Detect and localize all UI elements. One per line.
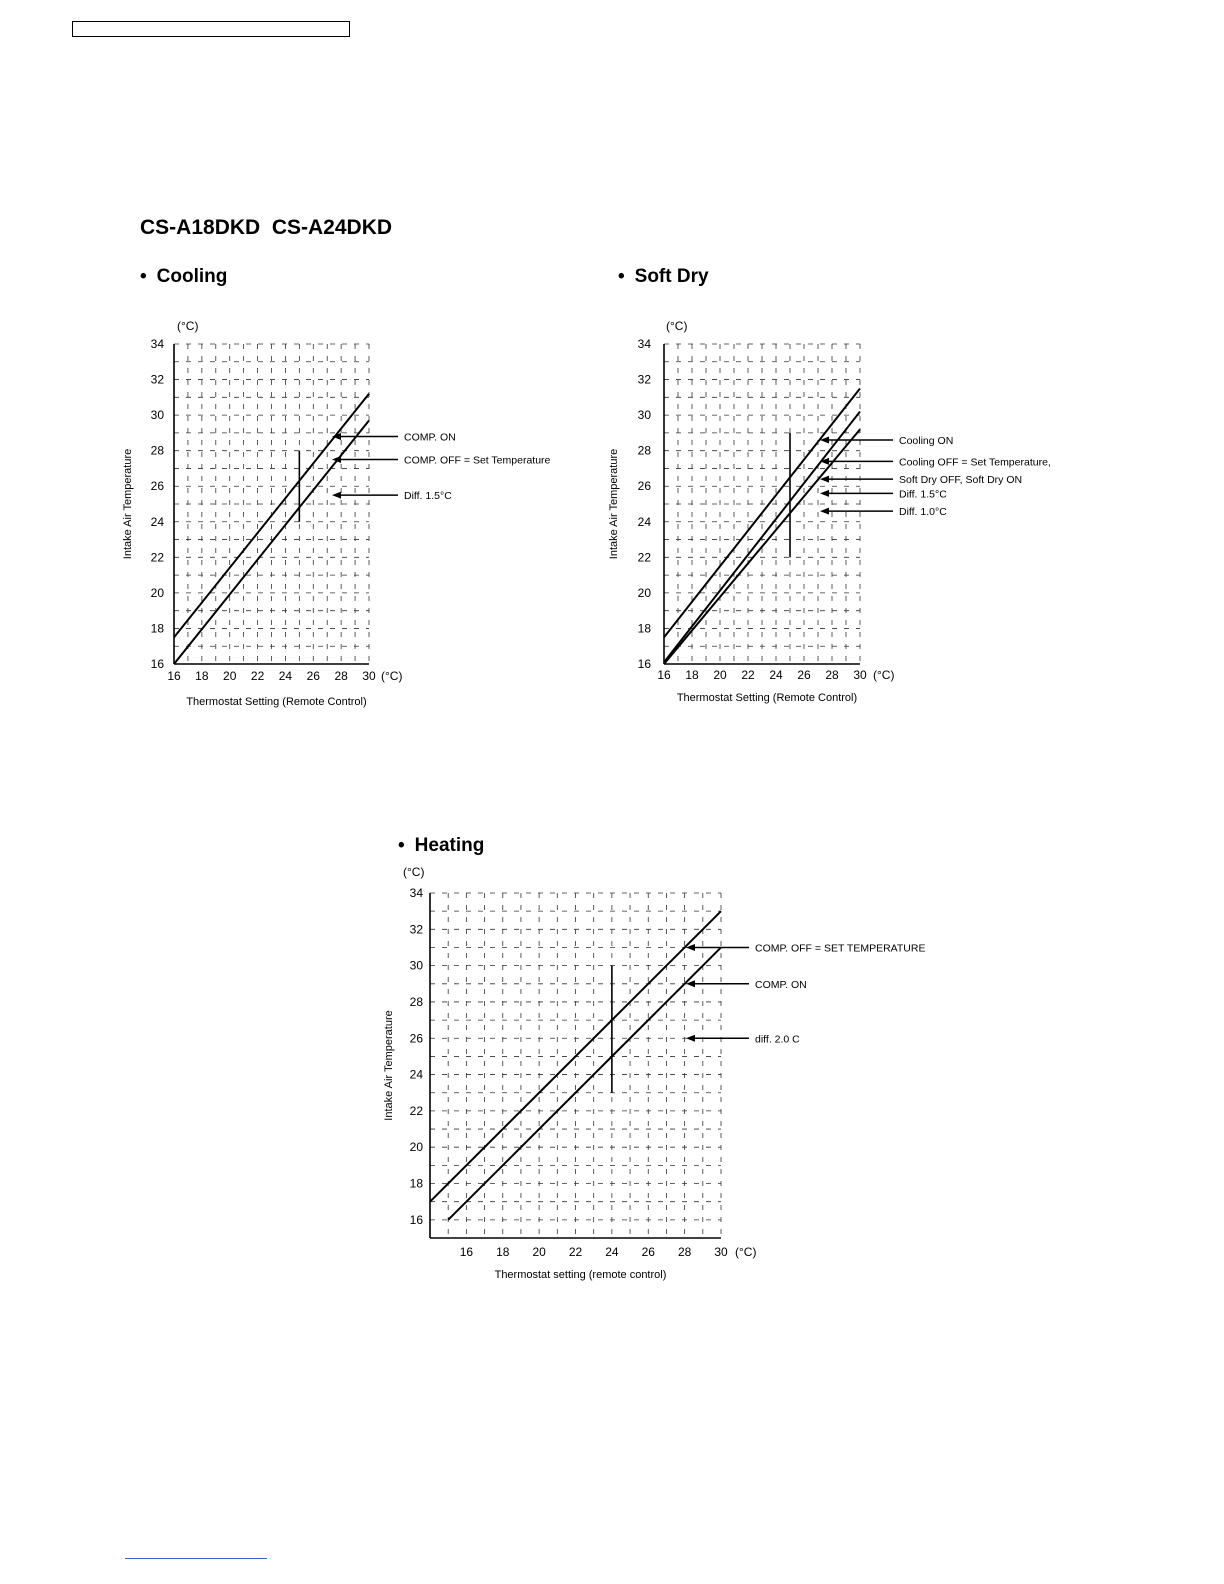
x-axis-title: Thermostat Setting (Remote Control) bbox=[186, 696, 367, 708]
x-tick-label: 20 bbox=[223, 669, 237, 683]
annotation-label: Soft Dry OFF, Soft Dry ON bbox=[899, 474, 1023, 487]
y-unit-label: (°C) bbox=[666, 319, 688, 333]
annotation-label: diff. 2.0 C bbox=[755, 1033, 800, 1046]
document-title: CS-A18DKD CS-A24DKD bbox=[140, 216, 393, 239]
y-tick-label: 22 bbox=[150, 550, 164, 565]
y-tick-label: 18 bbox=[637, 621, 651, 636]
x-tick-label: 24 bbox=[605, 1245, 619, 1259]
x-tick-label: 20 bbox=[532, 1245, 546, 1259]
bullet-icon: • bbox=[618, 266, 625, 287]
y-tick-label: 22 bbox=[637, 550, 651, 565]
x-tick-label: 22 bbox=[568, 1245, 583, 1259]
x-tick-label: 28 bbox=[825, 668, 839, 682]
y-tick-label: 32 bbox=[409, 922, 423, 937]
x-tick-label: 18 bbox=[685, 668, 699, 682]
x-tick-label: 26 bbox=[641, 1245, 655, 1259]
y-tick-label: 20 bbox=[637, 585, 651, 600]
x-tick-label: 24 bbox=[278, 669, 293, 683]
y-tick-label: 26 bbox=[409, 1031, 423, 1046]
x-tick-label: 22 bbox=[250, 669, 265, 683]
y-tick-label: 30 bbox=[409, 958, 423, 973]
x-tick-label: 28 bbox=[677, 1245, 692, 1259]
annotation-label: Cooling ON bbox=[899, 435, 954, 447]
y-tick-label: 24 bbox=[637, 514, 651, 529]
x-axis-title: Thermostat Setting (Remote Control) bbox=[676, 692, 858, 704]
x-axis-title: Thermostat setting (remote control) bbox=[494, 1269, 667, 1281]
y-unit-label: (°C) bbox=[177, 319, 199, 333]
x-tick-label: 26 bbox=[306, 669, 320, 683]
x-unit-label: (°C) bbox=[381, 669, 403, 683]
y-tick-label: 22 bbox=[409, 1103, 423, 1118]
x-tick-label: 16 bbox=[657, 668, 671, 682]
y-unit-label: (°C) bbox=[403, 865, 425, 879]
x-tick-label: 16 bbox=[167, 669, 181, 683]
y-tick-label: 28 bbox=[409, 994, 423, 1009]
y-tick-label: 34 bbox=[409, 886, 423, 900]
arrow-head-icon bbox=[686, 1035, 695, 1042]
x-tick-label: 28 bbox=[334, 669, 348, 683]
y-tick-label: 28 bbox=[637, 443, 651, 458]
y-axis-title: Intake Air Temperature bbox=[122, 448, 134, 560]
x-tick-label: 26 bbox=[797, 668, 811, 682]
y-tick-label: 20 bbox=[409, 1140, 423, 1155]
annotation-label: Cooling OFF = Set Temperature, bbox=[899, 456, 1051, 469]
annotation-label: COMP. ON bbox=[755, 978, 807, 991]
y-tick-label: 20 bbox=[150, 585, 164, 600]
y-tick-label: 16 bbox=[150, 657, 164, 671]
section-label: Heating bbox=[414, 835, 485, 856]
y-tick-label: 26 bbox=[637, 479, 651, 494]
y-tick-label: 32 bbox=[637, 372, 651, 387]
annotation-label: COMP. OFF = SET TEMPERATURE bbox=[755, 942, 926, 955]
x-tick-label: 30 bbox=[853, 668, 867, 682]
y-tick-label: 26 bbox=[150, 479, 164, 494]
y-tick-label: 30 bbox=[150, 408, 164, 423]
y-tick-label: 24 bbox=[150, 514, 164, 529]
y-axis-title: Intake Air Temperature bbox=[383, 1010, 395, 1121]
annotation-label: COMP. OFF = Set Temperature bbox=[404, 454, 551, 467]
y-tick-label: 24 bbox=[409, 1067, 423, 1082]
y-tick-label: 30 bbox=[637, 408, 651, 423]
section-label: Soft Dry bbox=[634, 266, 709, 287]
y-tick-label: 18 bbox=[409, 1176, 423, 1191]
x-tick-label: 30 bbox=[362, 669, 376, 683]
y-tick-label: 16 bbox=[409, 1212, 423, 1227]
y-tick-label: 16 bbox=[637, 657, 651, 671]
annotation-label: Diff. 1.5°C bbox=[404, 490, 452, 503]
x-tick-label: 18 bbox=[496, 1245, 510, 1259]
footer-link-line bbox=[125, 1558, 267, 1559]
x-unit-label: (°C) bbox=[735, 1245, 757, 1259]
x-tick-label: 18 bbox=[195, 669, 209, 683]
annotation-label: Diff. 1.0°C bbox=[899, 506, 947, 519]
bullet-icon: • bbox=[398, 835, 405, 856]
x-tick-label: 22 bbox=[741, 668, 755, 682]
y-tick-label: 32 bbox=[150, 372, 164, 387]
y-axis-title: Intake Air Temperature bbox=[608, 448, 620, 560]
x-tick-label: 24 bbox=[769, 668, 783, 682]
bullet-icon: • bbox=[140, 266, 147, 287]
y-tick-label: 28 bbox=[150, 443, 164, 458]
x-tick-label: 20 bbox=[713, 668, 727, 682]
y-tick-label: 18 bbox=[150, 621, 164, 636]
series-line bbox=[448, 947, 721, 1219]
x-unit-label: (°C) bbox=[873, 668, 895, 682]
y-tick-label: 34 bbox=[150, 337, 164, 351]
x-tick-label: 30 bbox=[714, 1245, 728, 1259]
y-tick-label: 34 bbox=[637, 337, 651, 351]
section-label: Cooling bbox=[156, 266, 228, 287]
annotation-label: COMP. ON bbox=[404, 431, 456, 444]
annotation-label: Diff. 1.5°C bbox=[899, 488, 947, 501]
x-tick-label: 16 bbox=[459, 1245, 474, 1259]
